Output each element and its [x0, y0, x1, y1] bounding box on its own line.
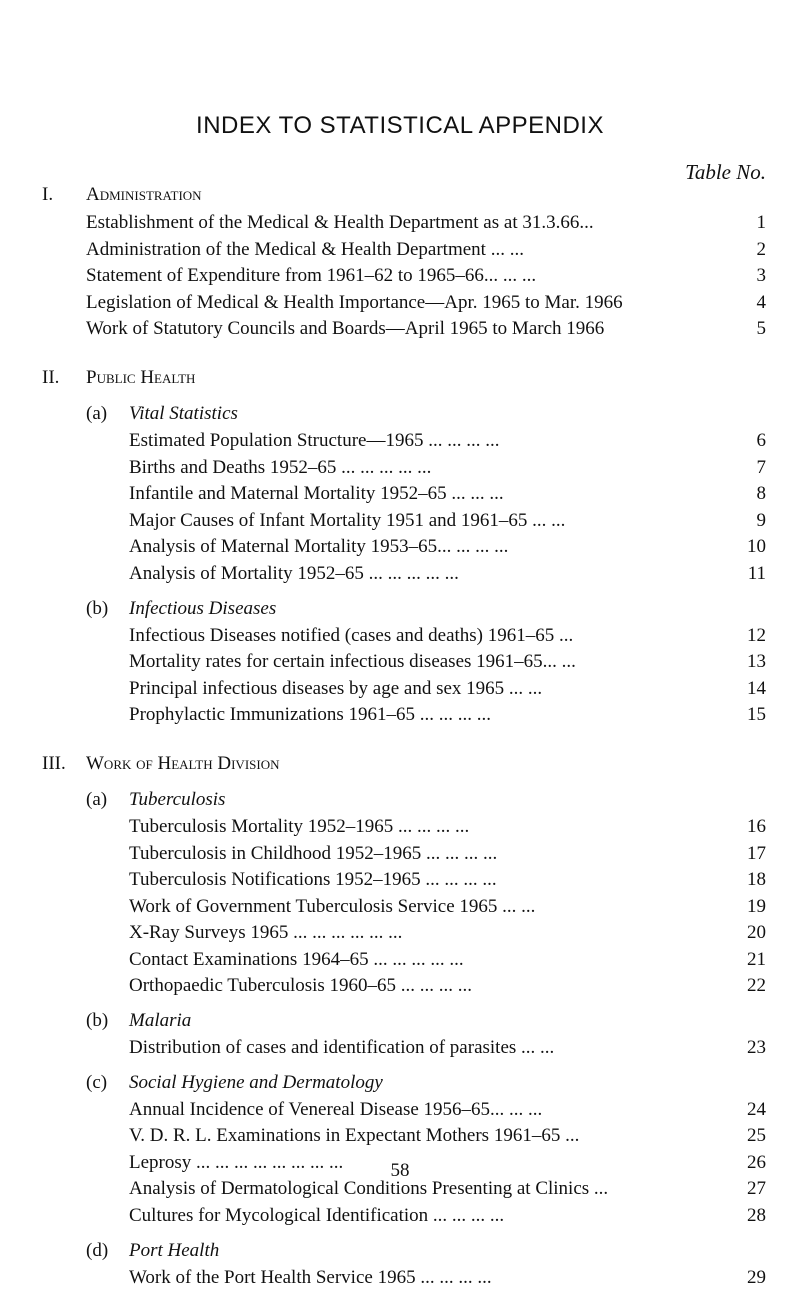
index-entry	[0, 318, 800, 345]
entry-title: Estimated Population Structure—1965 ... ... ... ...	[129, 429, 500, 451]
entry-table-number: 19	[747, 895, 766, 917]
index-subsection	[0, 789, 800, 1002]
index-entry	[0, 1037, 800, 1064]
entry-table-number: 16	[747, 815, 766, 837]
entry-table-number: 4	[756, 291, 766, 313]
entry-title: Work of the Port Health Service 1965 ... ... ... ...	[129, 1266, 492, 1288]
subsection-label: (c)	[86, 1071, 108, 1093]
index-entry	[0, 1178, 800, 1205]
index-entry	[0, 1205, 800, 1232]
section-title: Work of Health Division	[86, 752, 280, 774]
index-subsection	[0, 1010, 800, 1064]
entry-title: Work of Government Tuberculosis Service 1965 ... ...	[129, 895, 536, 917]
index-subsection	[0, 403, 800, 590]
entry-title: Analysis of Dermatological Conditions Presenting at Clinics ...	[129, 1178, 609, 1200]
entry-table-number: 24	[747, 1098, 766, 1120]
entry-table-number: 9	[756, 509, 766, 531]
subsection-title: Infectious Diseases	[129, 597, 277, 619]
page-number: 58	[390, 1160, 410, 1181]
index-entry	[0, 1267, 800, 1293]
index-entry	[0, 678, 800, 705]
index-entry	[0, 212, 800, 239]
index-entry	[0, 239, 800, 266]
entry-table-number: 8	[756, 483, 766, 505]
entry-table-number: 29	[747, 1266, 766, 1288]
entry-title: Tuberculosis Notifications 1952–1965 ... ... ... ...	[129, 869, 497, 891]
entry-table-number: 7	[756, 456, 766, 478]
subsection-label: (a)	[86, 402, 108, 424]
entry-table-number: 13	[747, 651, 766, 673]
entry-table-number: 26	[747, 1151, 766, 1173]
entry-table-number: 12	[747, 624, 766, 646]
entry-title: Births and Deaths 1952–65 ... ... ... ... ...	[129, 456, 432, 478]
entry-table-number: 6	[756, 429, 766, 451]
entry-title: Infectious Diseases notified (cases and deaths) 1961–65 ...	[129, 624, 574, 646]
section-numeral: II.	[42, 366, 60, 388]
index-subsection	[0, 1072, 800, 1232]
subsection-label: (b)	[86, 597, 109, 619]
section-title: Administration	[86, 184, 202, 205]
subsection-title: Social Hygiene and Dermatology	[129, 1071, 383, 1093]
entry-table-number: 17	[747, 842, 766, 864]
index-entry	[0, 843, 800, 870]
entry-title: Distribution of cases and identification of parasites ... ...	[129, 1037, 555, 1059]
entry-title: Tuberculosis Mortality 1952–1965 ... ... ... ...	[129, 815, 470, 837]
section-heading	[0, 753, 800, 781]
index-entry	[0, 510, 800, 537]
entry-title: Prophylactic Immunizations 1961–65 ... ... ... ...	[129, 704, 492, 726]
subsection-label: (a)	[86, 788, 108, 810]
entry-table-number: 3	[756, 265, 766, 287]
subsection-heading	[0, 1072, 800, 1099]
subsection-title: Tuberculosis	[129, 788, 226, 810]
index-entry	[0, 651, 800, 678]
index-entry	[0, 457, 800, 484]
entry-title: V. D. R. L. Examinations in Expectant Mothers 1961–65 ...	[129, 1125, 580, 1147]
entry-table-number: 20	[747, 922, 766, 944]
index-subsection	[0, 598, 800, 731]
section-numeral: I.	[42, 184, 54, 205]
entry-title: Annual Incidence of Venereal Disease 1956–65... ... ...	[129, 1098, 543, 1120]
section-title: Public Health	[86, 366, 196, 388]
index-entry	[0, 483, 800, 510]
entry-title: Establishment of the Medical & Health Department as at 31.3.66...	[86, 212, 594, 233]
entry-title: Work of Statutory Councils and Boards—April 1965 to March 1966	[86, 318, 605, 340]
entry-table-number: 2	[756, 238, 766, 260]
entry-title: Cultures for Mycological Identification ... ... ... ...	[129, 1205, 505, 1227]
subsection-label: (d)	[86, 1239, 109, 1261]
entry-title: Administration of the Medical & Health Department ... ...	[86, 238, 524, 260]
index-entry	[0, 1125, 800, 1152]
entry-title: Orthopaedic Tuberculosis 1960–65 ... ... ... ...	[129, 975, 473, 997]
index-section	[0, 184, 800, 345]
index-entry	[0, 816, 800, 843]
entry-title: Infantile and Maternal Mortality 1952–65 ... ... ...	[129, 483, 504, 505]
subsection-heading	[0, 1240, 800, 1267]
entry-title: Statement of Expenditure from 1961–62 to 1965–66... ... ...	[86, 265, 537, 287]
entry-title: Analysis of Mortality 1952–65 ... ... ... ... ...	[129, 562, 459, 584]
index-entry	[0, 430, 800, 457]
index-entry	[0, 949, 800, 976]
index-entry	[0, 563, 800, 590]
index-entry	[0, 896, 800, 923]
entry-table-number: 27	[747, 1178, 766, 1200]
entry-title: Mortality rates for certain infectious diseases 1961–65... ...	[129, 651, 576, 673]
page-title: INDEX TO STATISTICAL APPENDIX	[196, 112, 604, 139]
index-entry	[0, 869, 800, 896]
index-section	[0, 367, 800, 731]
entry-table-number: 1	[756, 212, 766, 233]
entry-table-number: 5	[756, 318, 766, 340]
index-entry	[0, 975, 800, 1002]
index-entry	[0, 536, 800, 563]
index-entry	[0, 625, 800, 652]
subsection-title: Malaria	[129, 1010, 192, 1032]
subsection-heading	[0, 1010, 800, 1037]
entry-table-number: 10	[747, 536, 766, 558]
index-entry	[0, 922, 800, 949]
entry-title: Analysis of Maternal Mortality 1953–65... ... ... ...	[129, 536, 509, 558]
entry-table-number: 22	[747, 975, 766, 997]
subsection-heading	[0, 403, 800, 430]
index-subsection	[0, 1240, 800, 1293]
subsection-heading	[0, 598, 800, 625]
index-entry	[0, 265, 800, 292]
entry-title: Tuberculosis in Childhood 1952–1965 ... ... ... ...	[129, 842, 498, 864]
entry-title: Principal infectious diseases by age and sex 1965 ... ...	[129, 677, 543, 699]
entry-table-number: 28	[747, 1205, 766, 1227]
subsection-label: (b)	[86, 1010, 109, 1032]
entry-table-number: 15	[747, 704, 766, 726]
entry-table-number: 23	[747, 1037, 766, 1059]
subsection-title: Port Health	[129, 1239, 220, 1261]
index-entry	[0, 292, 800, 319]
entry-table-number: 11	[747, 562, 766, 584]
section-heading	[0, 367, 800, 395]
section-numeral: III.	[42, 752, 66, 774]
index-entry	[0, 704, 800, 731]
entry-table-number: 25	[747, 1125, 766, 1147]
table-no-column-header: Table No.	[685, 160, 766, 184]
index-entry	[0, 1099, 800, 1126]
section-heading	[0, 184, 800, 212]
subsection-heading	[0, 789, 800, 816]
subsection-title: Vital Statistics	[129, 402, 238, 424]
entry-title: Contact Examinations 1964–65 ... ... ... ... ...	[129, 948, 464, 970]
index-sections	[0, 176, 800, 1293]
entry-table-number: 14	[747, 677, 766, 699]
entry-title: Major Causes of Infant Mortality 1951 and 1961–65 ... ...	[129, 509, 566, 531]
entry-title: X-Ray Surveys 1965 ... ... ... ... ... ...	[129, 922, 403, 944]
entry-title: Leprosy ... ... ... ... ... ... ... ...	[129, 1151, 344, 1173]
entry-title: Legislation of Medical & Health Importance—Apr. 1965 to Mar. 1966	[86, 291, 623, 313]
entry-table-number: 18	[747, 869, 766, 891]
entry-table-number: 21	[747, 948, 766, 970]
index-section	[0, 753, 800, 1293]
